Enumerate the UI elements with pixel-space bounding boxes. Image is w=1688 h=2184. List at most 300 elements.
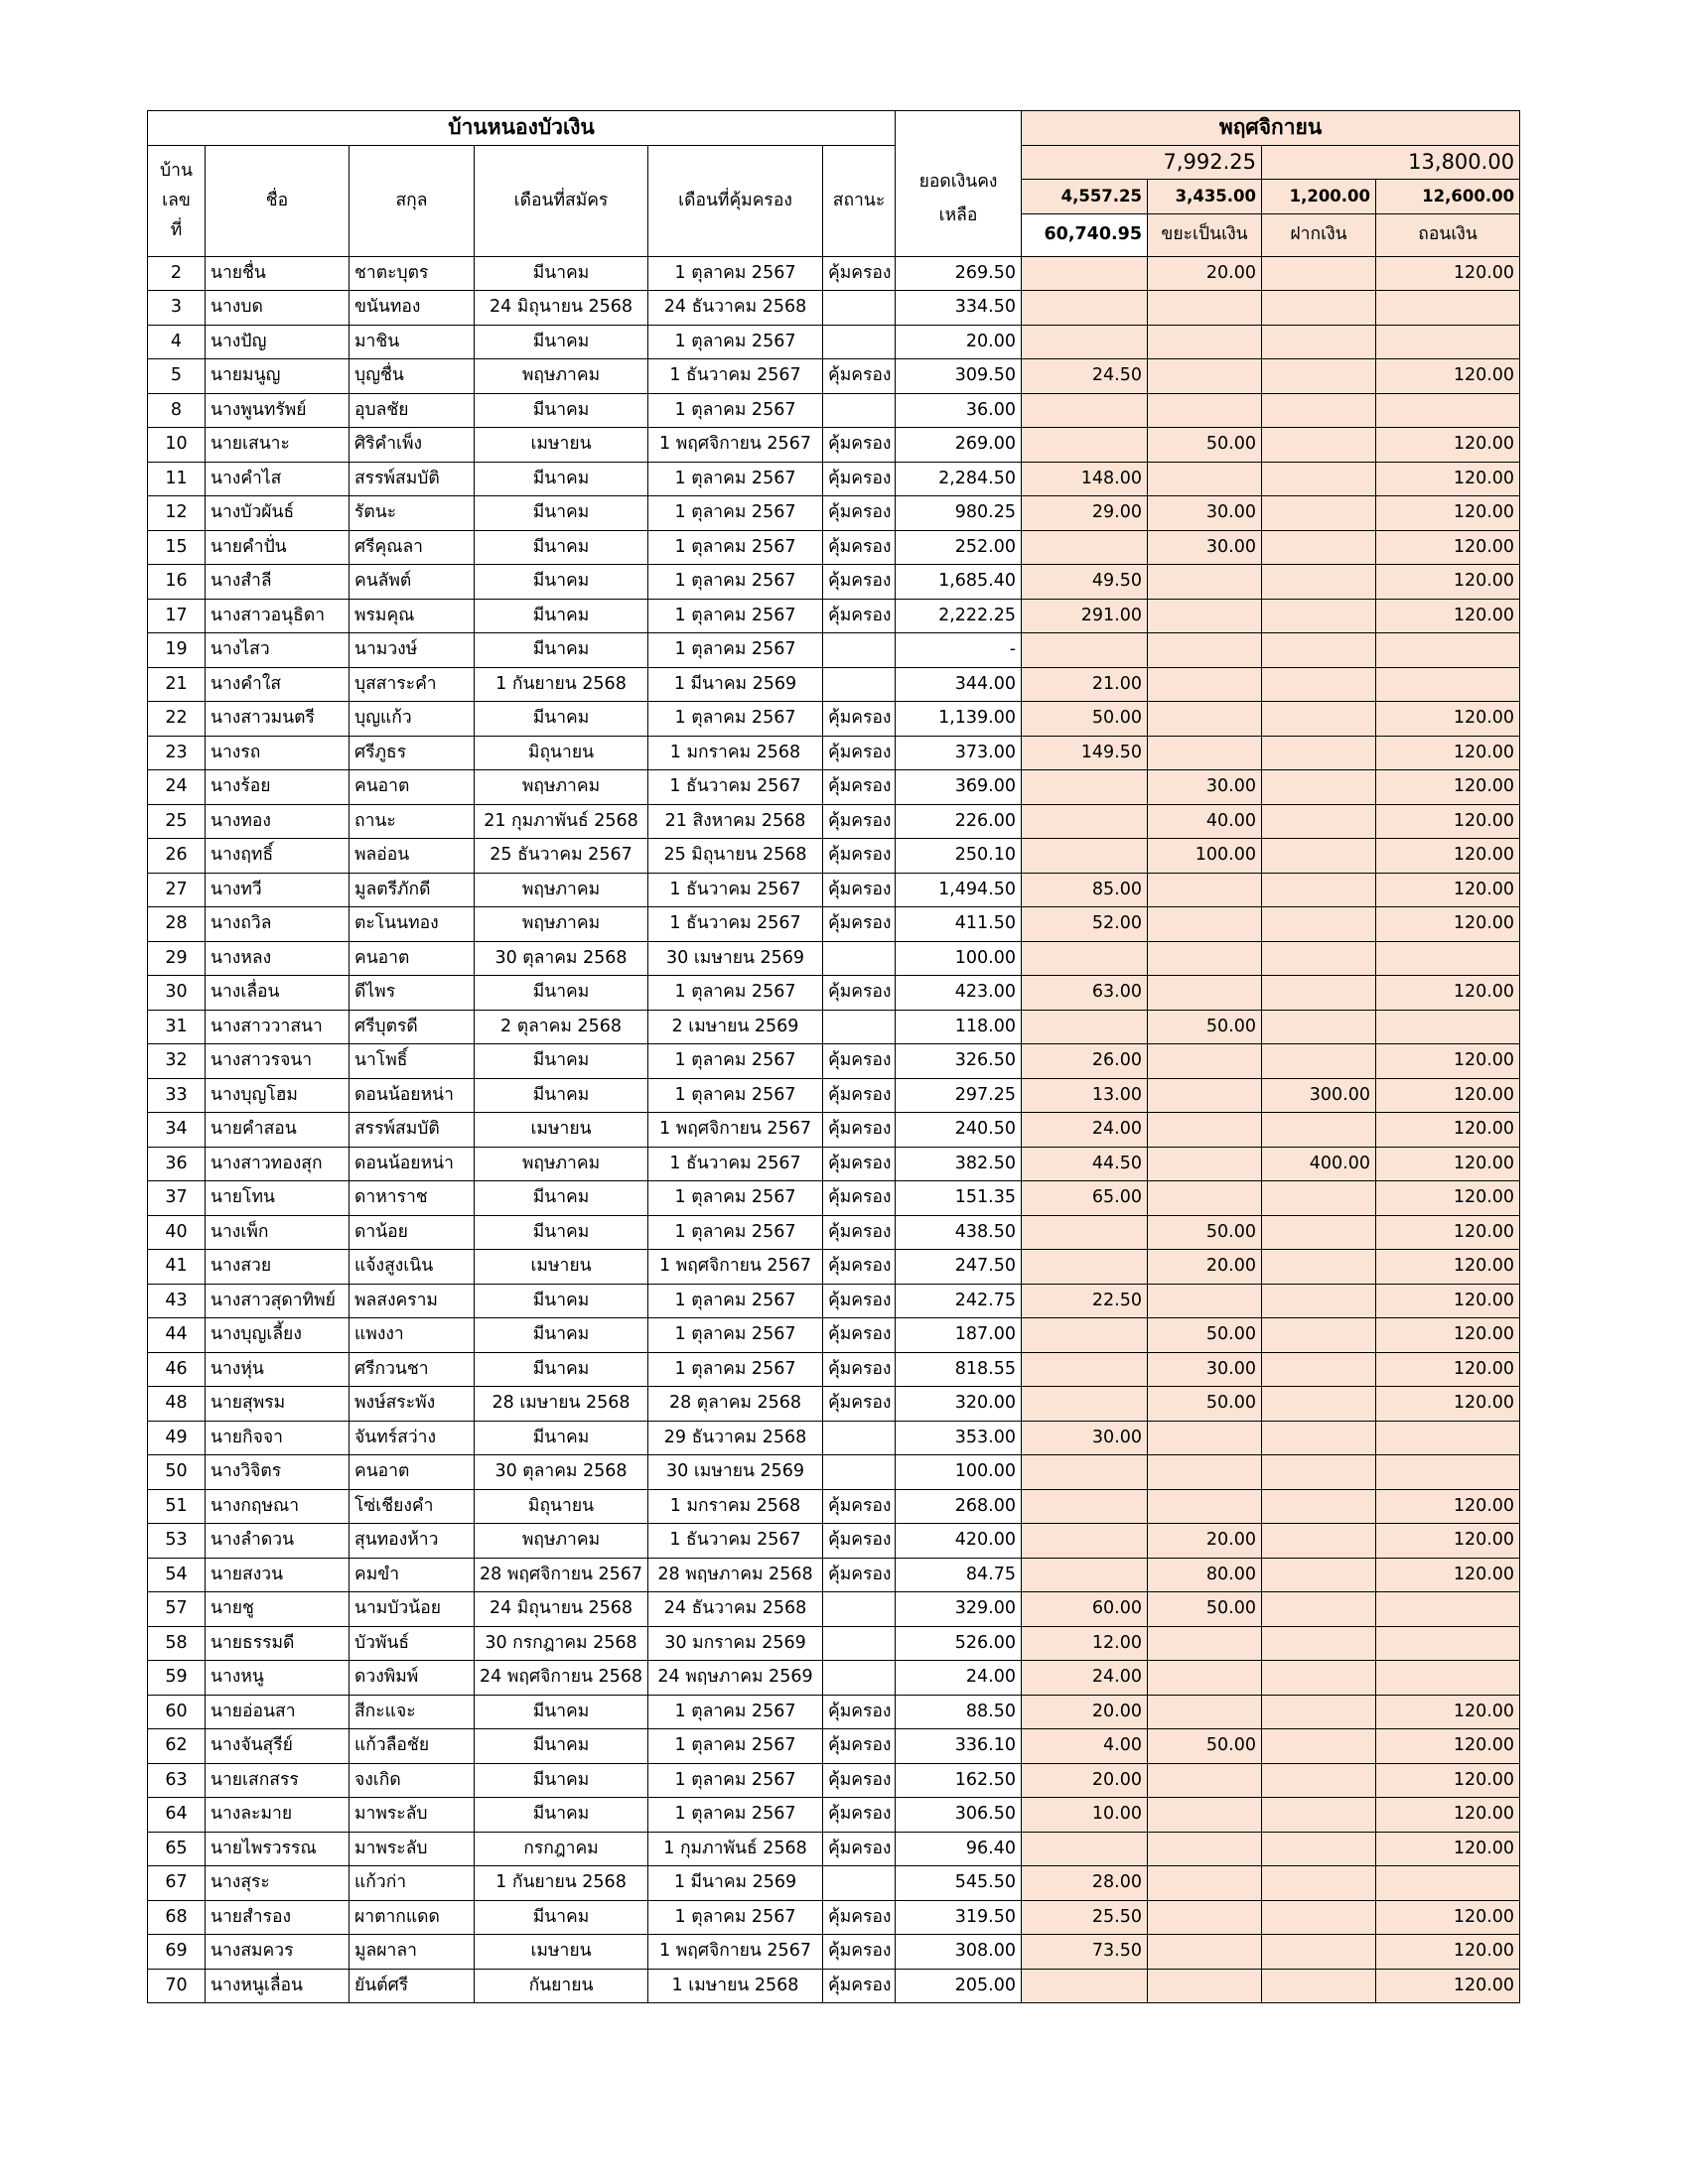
surname-cell: คนอาต: [350, 941, 475, 976]
name-cell: นางจันสุรีย์: [206, 1729, 350, 1764]
name-cell: นายอ่อนสา: [206, 1695, 350, 1729]
house-no-cell: 26: [148, 839, 206, 874]
surname-cell: ดวงพิมพ์: [350, 1661, 475, 1696]
coverage-month-cell: 30 เมษายน 2569: [648, 1455, 823, 1490]
table-row: [148, 1524, 1520, 1559]
table-row: [148, 839, 1520, 874]
deposit-cell: [1148, 1695, 1262, 1729]
surname-cell: นามวงษ์: [350, 633, 475, 668]
coverage-month-cell: 29 ธันวาคม 2568: [648, 1421, 823, 1455]
table-row: [148, 428, 1520, 463]
withdraw-cell: [1262, 1592, 1376, 1627]
name-cell: นางสาวอนุธิดา: [206, 599, 350, 633]
apply-month-cell: 1 กันยายน 2568: [475, 1866, 648, 1901]
withdraw-cell: [1262, 667, 1376, 702]
coverage-month-cell: 1 ตุลาคม 2567: [648, 1763, 823, 1798]
coverage-month-cell: 1 ตุลาคม 2567: [648, 1352, 823, 1387]
withdraw-cell: [1262, 1969, 1376, 2003]
welfare-cell: 120.00: [1376, 1284, 1520, 1318]
apply-month-header: เดือนที่สมัคร: [475, 145, 648, 256]
welfare-cell: 120.00: [1376, 1387, 1520, 1422]
house-no-cell: 44: [148, 1318, 206, 1353]
balance-cell: 268.00: [896, 1489, 1022, 1524]
house-no-cell: 63: [148, 1763, 206, 1798]
apply-month-cell: มิถุนายน: [475, 736, 648, 770]
coverage-month-cell: 25 มิถุนายน 2568: [648, 839, 823, 874]
apply-month-cell: มีนาคม: [475, 393, 648, 428]
waste-cell: [1022, 1215, 1148, 1250]
name-cell: นายชู: [206, 1592, 350, 1627]
deposit-cell: 50.00: [1148, 1592, 1262, 1627]
apply-month-cell: มีนาคม: [475, 565, 648, 600]
deposit-cell: [1148, 1113, 1262, 1148]
apply-month-cell: พฤษภาคม: [475, 1147, 648, 1181]
withdraw-cell: [1262, 1626, 1376, 1661]
table-row: [148, 1969, 1520, 2003]
withdraw-cell: [1262, 1935, 1376, 1970]
waste-cell: [1022, 1832, 1148, 1866]
apply-month-cell: พฤษภาคม: [475, 907, 648, 942]
apply-month-cell: พฤษภาคม: [475, 873, 648, 907]
table-row: [148, 1010, 1520, 1044]
apply-month-cell: มีนาคม: [475, 702, 648, 737]
coverage-month-cell: 28 พฤษภาคม 2568: [648, 1558, 823, 1592]
balance-cell: 308.00: [896, 1935, 1022, 1970]
name-cell: นางสมควร: [206, 1935, 350, 1970]
withdraw-cell: [1262, 1181, 1376, 1216]
table-row: [148, 1489, 1520, 1524]
waste-cell: 10.00: [1022, 1798, 1148, 1833]
table-row: [148, 393, 1520, 428]
withdraw-cell: [1262, 1866, 1376, 1901]
balance-cell: 326.50: [896, 1044, 1022, 1079]
withdraw-cell: [1262, 291, 1376, 326]
surname-cell: บุสสาระคำ: [350, 667, 475, 702]
balance-cell: 353.00: [896, 1421, 1022, 1455]
apply-month-cell: มีนาคม: [475, 1181, 648, 1216]
withdraw-total: 1,200.00: [1262, 180, 1376, 214]
name-cell: นางกฤษณา: [206, 1489, 350, 1524]
status-cell: คุ้มครอง: [823, 1695, 896, 1729]
withdraw-cell: [1262, 1695, 1376, 1729]
status-cell: คุ้มครอง: [823, 1763, 896, 1798]
apply-month-cell: เมษายน: [475, 428, 648, 463]
name-cell: นางคำใส: [206, 667, 350, 702]
surname-cell: ขนันทอง: [350, 291, 475, 326]
apply-month-cell: 28 พฤศจิกายน 2567: [475, 1558, 648, 1592]
house-no-cell: 51: [148, 1489, 206, 1524]
waste-cell: 63.00: [1022, 976, 1148, 1011]
withdraw-cell: [1262, 1215, 1376, 1250]
apply-month-cell: มีนาคม: [475, 1078, 648, 1113]
waste-cell: [1022, 325, 1148, 359]
apply-month-cell: มีนาคม: [475, 1318, 648, 1353]
deposit-cell: 50.00: [1148, 1387, 1262, 1422]
apply-month-cell: มีนาคม: [475, 462, 648, 496]
balance-header: [896, 111, 1022, 257]
coverage-month-header: เดือนที่คุ้มครอง: [648, 145, 823, 256]
waste-cell: 30.00: [1022, 1421, 1148, 1455]
waste-cell: 29.00: [1022, 496, 1148, 531]
status-cell: [823, 1455, 896, 1490]
table-row: [148, 1284, 1520, 1318]
withdraw-cell: [1262, 1729, 1376, 1764]
waste-cell: 20.00: [1022, 1695, 1148, 1729]
waste-cell: [1022, 770, 1148, 805]
status-cell: [823, 667, 896, 702]
withdraw-cell: [1262, 393, 1376, 428]
surname-cell: สุนทองห้าว: [350, 1524, 475, 1559]
status-cell: คุ้มครอง: [823, 1729, 896, 1764]
waste-cell: [1022, 1352, 1148, 1387]
surname-cell: แก้วลือชัย: [350, 1729, 475, 1764]
withdraw-cell: [1262, 1250, 1376, 1285]
house-no-cell: 8: [148, 393, 206, 428]
name-cell: นางหนู: [206, 1661, 350, 1696]
table-row: [148, 1695, 1520, 1729]
withdraw-cell: [1262, 1489, 1376, 1524]
withdraw-cell: [1262, 1832, 1376, 1866]
deposit-cell: 80.00: [1148, 1558, 1262, 1592]
deposit-cell: [1148, 1900, 1262, 1935]
table-row: [148, 1113, 1520, 1148]
withdraw-cell: [1262, 873, 1376, 907]
house-no-cell: 21: [148, 667, 206, 702]
surname-cell: ศรีภูธร: [350, 736, 475, 770]
withdraw-cell: [1262, 736, 1376, 770]
deposit-cell: [1148, 976, 1262, 1011]
balance-cell: 96.40: [896, 1832, 1022, 1866]
status-cell: [823, 1866, 896, 1901]
apply-month-cell: มีนาคม: [475, 599, 648, 633]
surname-cell: แจ้งสูงเนิน: [350, 1250, 475, 1285]
waste-cell: [1022, 633, 1148, 668]
table-row: [148, 1592, 1520, 1627]
name-cell: นายสงวน: [206, 1558, 350, 1592]
name-cell: นายสุพรม: [206, 1387, 350, 1422]
deposit-cell: 50.00: [1148, 1010, 1262, 1044]
welfare-cell: 120.00: [1376, 907, 1520, 942]
balance-cell: 84.75: [896, 1558, 1022, 1592]
coverage-month-cell: 1 พฤศจิกายน 2567: [648, 1935, 823, 1970]
status-cell: คุ้มครอง: [823, 1250, 896, 1285]
welfare-cell: 120.00: [1376, 1181, 1520, 1216]
welfare-cell: 120.00: [1376, 462, 1520, 496]
withdraw-header: ถอนเงิน: [1376, 213, 1520, 256]
table-row: [148, 1215, 1520, 1250]
deposit-cell: 30.00: [1148, 770, 1262, 805]
withdraw-cell: [1262, 941, 1376, 976]
status-cell: [823, 1661, 896, 1696]
surname-cell: ศรีกวนชา: [350, 1352, 475, 1387]
balance-cell: 423.00: [896, 976, 1022, 1011]
deposit-cell: 20.00: [1148, 1524, 1262, 1559]
surname-cell: คนอาต: [350, 1455, 475, 1490]
surname-cell: บัวพันธ์: [350, 1626, 475, 1661]
house-no-cell: 31: [148, 1010, 206, 1044]
deposit-cell: [1148, 941, 1262, 976]
apply-month-cell: 1 กันยายน 2568: [475, 667, 648, 702]
house-no-cell: 16: [148, 565, 206, 600]
name-cell: นางเลื่อน: [206, 976, 350, 1011]
welfare-cell: 120.00: [1376, 1695, 1520, 1729]
status-cell: คุ้มครอง: [823, 1969, 896, 2003]
name-cell: นายไพรวรรณ: [206, 1832, 350, 1866]
deposit-cell: [1148, 633, 1262, 668]
deposit-cell: [1148, 873, 1262, 907]
surname-cell: ดาหาราช: [350, 1181, 475, 1216]
welfare-cell: [1376, 291, 1520, 326]
house-no-cell: 48: [148, 1387, 206, 1422]
status-cell: คุ้มครอง: [823, 428, 896, 463]
welfare-cell: 120.00: [1376, 770, 1520, 805]
status-cell: คุ้มครอง: [823, 1387, 896, 1422]
status-cell: คุ้มครอง: [823, 1318, 896, 1353]
withdraw-cell: [1262, 1318, 1376, 1353]
surname-cell: พรมคุณ: [350, 599, 475, 633]
table-row: [148, 873, 1520, 907]
coverage-month-cell: 1 มีนาคม 2569: [648, 667, 823, 702]
coverage-month-cell: 1 ตุลาคม 2567: [648, 1044, 823, 1079]
house-no-cell: 12: [148, 496, 206, 531]
welfare-cell: 120.00: [1376, 1763, 1520, 1798]
waste-cell: [1022, 1489, 1148, 1524]
table-row: [148, 530, 1520, 565]
balance-total: 60,740.95: [1022, 213, 1148, 256]
waste-cell: 44.50: [1022, 1147, 1148, 1181]
balance-cell: 2,222.25: [896, 599, 1022, 633]
deposit-cell: [1148, 1181, 1262, 1216]
balance-cell: 329.00: [896, 1592, 1022, 1627]
withdraw-cell: 400.00: [1262, 1147, 1376, 1181]
house-no-cell: 4: [148, 325, 206, 359]
name-cell: นางทอง: [206, 804, 350, 839]
deposit-cell: [1148, 1078, 1262, 1113]
waste-cell: 50.00: [1022, 702, 1148, 737]
waste-cell: 28.00: [1022, 1866, 1148, 1901]
apply-month-cell: กันยายน: [475, 1969, 648, 2003]
welfare-cell: 120.00: [1376, 1558, 1520, 1592]
surname-cell: สีกะแจะ: [350, 1695, 475, 1729]
deposit-cell: [1148, 1626, 1262, 1661]
apply-month-cell: 30 ตุลาคม 2568: [475, 1455, 648, 1490]
surname-cell: ชาตะบุตร: [350, 256, 475, 291]
apply-month-cell: มีนาคม: [475, 1421, 648, 1455]
status-cell: คุ้มครอง: [823, 804, 896, 839]
name-cell: นางไสว: [206, 633, 350, 668]
surname-cell: พลสงคราม: [350, 1284, 475, 1318]
welfare-cell: [1376, 941, 1520, 976]
welfare-cell: 120.00: [1376, 1147, 1520, 1181]
deposit-cell: 50.00: [1148, 1318, 1262, 1353]
status-cell: [823, 325, 896, 359]
house-no-cell: 36: [148, 1147, 206, 1181]
welfare-cell: 120.00: [1376, 702, 1520, 737]
surname-cell: พลอ่อน: [350, 839, 475, 874]
welfare-cell: 120.00: [1376, 530, 1520, 565]
waste-cell: 65.00: [1022, 1181, 1148, 1216]
deposit-cell: [1148, 1455, 1262, 1490]
withdraw-cell: [1262, 428, 1376, 463]
coverage-month-cell: 1 เมษายน 2568: [648, 1969, 823, 2003]
status-cell: คุ้มครอง: [823, 1215, 896, 1250]
house-no-cell: 5: [148, 359, 206, 394]
table-row: [148, 599, 1520, 633]
surname-cell: แพงงา: [350, 1318, 475, 1353]
table-header: [148, 111, 1520, 257]
apply-month-cell: พฤษภาคม: [475, 1524, 648, 1559]
coverage-month-cell: 1 ตุลาคม 2567: [648, 1695, 823, 1729]
waste-cell: 22.50: [1022, 1284, 1148, 1318]
house-no-cell: 37: [148, 1181, 206, 1216]
surname-cell: ศรีคุณลา: [350, 530, 475, 565]
welfare-cell: [1376, 1010, 1520, 1044]
withdraw-cell: [1262, 839, 1376, 874]
house-no-cell: 49: [148, 1421, 206, 1455]
house-no-cell: 28: [148, 907, 206, 942]
name-cell: นายคำปั่น: [206, 530, 350, 565]
deposit-cell: [1148, 1489, 1262, 1524]
balance-cell: 250.10: [896, 839, 1022, 874]
waste-cell: [1022, 1524, 1148, 1559]
welfare-cell: 120.00: [1376, 1078, 1520, 1113]
coverage-month-cell: 30 มกราคม 2569: [648, 1626, 823, 1661]
welfare-cell: 120.00: [1376, 804, 1520, 839]
balance-cell: 269.50: [896, 256, 1022, 291]
name-cell: นางหุ่น: [206, 1352, 350, 1387]
table-row: [148, 1832, 1520, 1866]
coverage-month-cell: 2 เมษายน 2569: [648, 1010, 823, 1044]
coverage-month-cell: 24 ธันวาคม 2568: [648, 1592, 823, 1627]
house-no-cell: 65: [148, 1832, 206, 1866]
welfare-cell: [1376, 1592, 1520, 1627]
name-cell: นางเพ็ก: [206, 1215, 350, 1250]
coverage-month-cell: 1 ธันวาคม 2567: [648, 359, 823, 394]
apply-month-cell: มีนาคม: [475, 256, 648, 291]
withdraw-cell: [1262, 1352, 1376, 1387]
balance-cell: 20.00: [896, 325, 1022, 359]
withdraw-cell: [1262, 1455, 1376, 1490]
house-no-cell: 29: [148, 941, 206, 976]
apply-month-cell: มีนาคม: [475, 1798, 648, 1833]
welfare-cell: 120.00: [1376, 1524, 1520, 1559]
name-cell: นายสำรอง: [206, 1900, 350, 1935]
deposit-cell: [1148, 1421, 1262, 1455]
withdraw-cell: [1262, 1010, 1376, 1044]
waste-cell: 4.00: [1022, 1729, 1148, 1764]
table-row: [148, 1900, 1520, 1935]
house-no-cell: 22: [148, 702, 206, 737]
coverage-month-cell: 28 ตุลาคม 2568: [648, 1387, 823, 1422]
name-cell: นางบุญเลี้ยง: [206, 1318, 350, 1353]
house-no-cell: 59: [148, 1661, 206, 1696]
waste-cell: 25.50: [1022, 1900, 1148, 1935]
welfare-cell: 120.00: [1376, 1215, 1520, 1250]
coverage-month-cell: 1 ตุลาคม 2567: [648, 1900, 823, 1935]
coverage-month-cell: 1 ตุลาคม 2567: [648, 530, 823, 565]
house-no-cell: 70: [148, 1969, 206, 2003]
table-row: [148, 1558, 1520, 1592]
waste-cell: 49.50: [1022, 565, 1148, 600]
balance-cell: 297.25: [896, 1078, 1022, 1113]
name-cell: นายคำสอน: [206, 1113, 350, 1148]
status-cell: คุ้มครอง: [823, 736, 896, 770]
waste-cell: [1022, 1455, 1148, 1490]
balance-cell: 818.55: [896, 1352, 1022, 1387]
coverage-month-cell: 1 พฤศจิกายน 2567: [648, 1250, 823, 1285]
table-row: [148, 291, 1520, 326]
apply-month-cell: มิถุนายน: [475, 1489, 648, 1524]
status-cell: [823, 1010, 896, 1044]
deposit-cell: 50.00: [1148, 428, 1262, 463]
balance-cell: 306.50: [896, 1798, 1022, 1833]
withdraw-cell: [1262, 770, 1376, 805]
house-no-cell: 25: [148, 804, 206, 839]
withdraw-cell: 300.00: [1262, 1078, 1376, 1113]
table-row: [148, 1352, 1520, 1387]
apply-month-cell: 24 มิถุนายน 2568: [475, 1592, 648, 1627]
deposit-cell: [1148, 1763, 1262, 1798]
withdraw-cell: [1262, 256, 1376, 291]
balance-cell: 240.50: [896, 1113, 1022, 1148]
apply-month-cell: 2 ตุลาคม 2568: [475, 1010, 648, 1044]
status-cell: คุ้มครอง: [823, 1900, 896, 1935]
welfare-cell: 120.00: [1376, 1935, 1520, 1970]
balance-cell: 980.25: [896, 496, 1022, 531]
deposit-cell: [1148, 1044, 1262, 1079]
apply-month-cell: 25 ธันวาคม 2567: [475, 839, 648, 874]
balance-cell: 36.00: [896, 393, 1022, 428]
waste-cell: 26.00: [1022, 1044, 1148, 1079]
deposit-cell: 20.00: [1148, 256, 1262, 291]
surname-cell: คมขำ: [350, 1558, 475, 1592]
balance-cell: 88.50: [896, 1695, 1022, 1729]
house-no-cell: 2: [148, 256, 206, 291]
table-row: [148, 941, 1520, 976]
apply-month-cell: มีนาคม: [475, 1729, 648, 1764]
apply-month-cell: มีนาคม: [475, 1695, 648, 1729]
table-row: [148, 1421, 1520, 1455]
name-cell: นางสาววาสนา: [206, 1010, 350, 1044]
welfare-cell: 120.00: [1376, 736, 1520, 770]
table-row: [148, 1387, 1520, 1422]
deposit-cell: [1148, 599, 1262, 633]
withdraw-cell: [1262, 530, 1376, 565]
table-body: [148, 256, 1520, 2003]
house-no-cell: 32: [148, 1044, 206, 1079]
deposit-cell: [1148, 667, 1262, 702]
withdraw-cell: [1262, 359, 1376, 394]
status-cell: [823, 393, 896, 428]
name-cell: นางสำลี: [206, 565, 350, 600]
status-cell: คุ้มครอง: [823, 1044, 896, 1079]
house-no-cell: 3: [148, 291, 206, 326]
balance-header-label: ยอดเงินคงเหลือ: [918, 171, 998, 225]
surname-cell: ดอนน้อยหน่า: [350, 1078, 475, 1113]
apply-month-cell: มีนาคม: [475, 1044, 648, 1079]
balance-cell: 151.35: [896, 1181, 1022, 1216]
welfare-cell: 120.00: [1376, 599, 1520, 633]
surname-cell: ผาตากแดด: [350, 1900, 475, 1935]
surname-cell: นามบัวน้อย: [350, 1592, 475, 1627]
withdraw-cell: [1262, 565, 1376, 600]
welfare-cell: 120.00: [1376, 1969, 1520, 2003]
welfare-cell: 120.00: [1376, 428, 1520, 463]
coverage-month-cell: 1 พฤศจิกายน 2567: [648, 428, 823, 463]
status-header: สถานะ: [823, 145, 896, 256]
coverage-month-cell: 1 ตุลาคม 2567: [648, 1181, 823, 1216]
withdraw-cell: [1262, 1421, 1376, 1455]
